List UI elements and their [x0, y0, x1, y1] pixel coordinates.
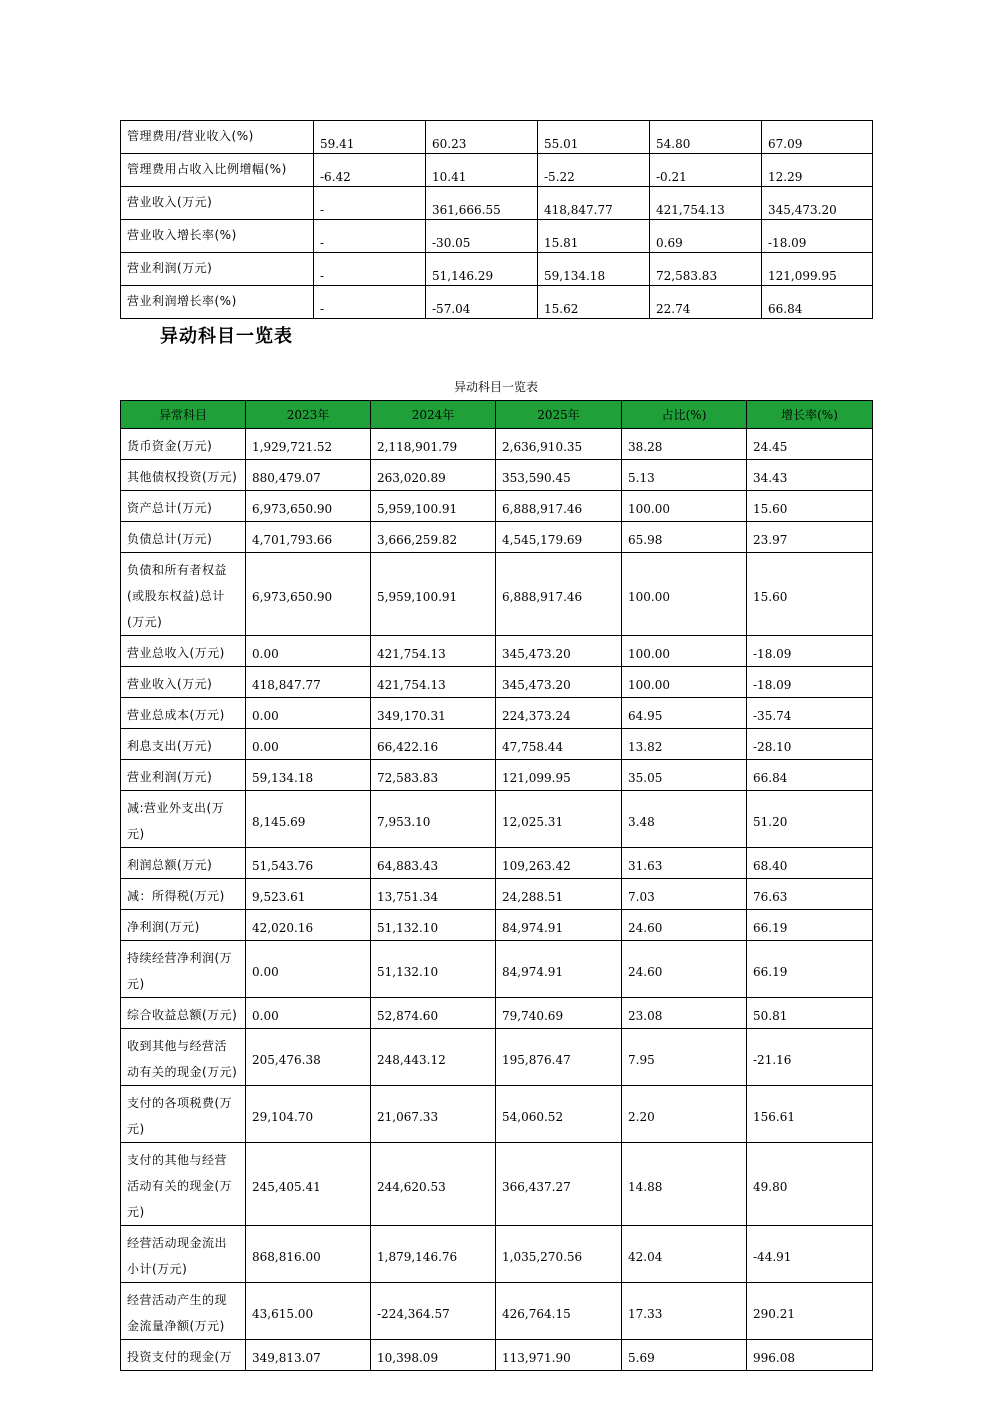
- row-value: 13,751.34: [371, 879, 496, 910]
- row-value: 244,620.53: [371, 1143, 496, 1226]
- row-value: -30.05: [426, 220, 538, 253]
- row-value: 47,758.44: [496, 729, 622, 760]
- row-value: 15.81: [538, 220, 650, 253]
- row-value: -18.09: [747, 667, 873, 698]
- row-label: 营业收入(万元): [121, 667, 246, 698]
- table-row: [121, 553, 873, 636]
- row-label: 持续经营净利润(万元): [121, 941, 246, 998]
- row-value: 345,473.20: [496, 636, 622, 667]
- row-label: 货币资金(万元): [121, 429, 246, 460]
- row-value: 4,545,179.69: [496, 522, 622, 553]
- row-label: 减:营业外支出(万元): [121, 791, 246, 848]
- table-row: [121, 848, 873, 879]
- row-value: 1,879,146.76: [371, 1226, 496, 1283]
- row-value: 66.19: [747, 941, 873, 998]
- row-value: 6,888,917.46: [496, 553, 622, 636]
- row-value: 121,099.95: [762, 253, 873, 286]
- row-value: 121,099.95: [496, 760, 622, 791]
- table-row: [121, 253, 873, 286]
- row-value: 24.60: [622, 941, 747, 998]
- table-row: [121, 286, 873, 319]
- row-value: 24,288.51: [496, 879, 622, 910]
- row-value: 76.63: [747, 879, 873, 910]
- indicator-table: [120, 120, 873, 319]
- row-label: 综合收益总额(万元): [121, 998, 246, 1029]
- row-value: 64,883.43: [371, 848, 496, 879]
- row-value: 2,636,910.35: [496, 429, 622, 460]
- row-value: 353,590.45: [496, 460, 622, 491]
- row-value: 421,754.13: [650, 187, 762, 220]
- row-value: 84,974.91: [496, 910, 622, 941]
- row-value: 51.20: [747, 791, 873, 848]
- row-value: 5.69: [622, 1340, 747, 1371]
- row-value: 6,973,650.90: [246, 491, 371, 522]
- table-row: [121, 1029, 873, 1086]
- row-value: 15.62: [538, 286, 650, 319]
- row-label: 支付的其他与经营活动有关的现金(万元): [121, 1143, 246, 1226]
- row-value: 66,422.16: [371, 729, 496, 760]
- row-label: 管理费用占收入比例增幅(%): [121, 154, 314, 187]
- row-value: 3,666,259.82: [371, 522, 496, 553]
- row-value: 72,583.83: [650, 253, 762, 286]
- row-value: 42,020.16: [246, 910, 371, 941]
- row-label: 营业总成本(万元): [121, 698, 246, 729]
- row-value: 2,118,901.79: [371, 429, 496, 460]
- row-value: -: [314, 286, 426, 319]
- row-label: 投资支付的现金(万: [121, 1340, 246, 1371]
- table-row: [121, 879, 873, 910]
- row-value: 6,888,917.46: [496, 491, 622, 522]
- table-row: [121, 522, 873, 553]
- table-row: [121, 729, 873, 760]
- table-row: [121, 460, 873, 491]
- row-value: 51,132.10: [371, 941, 496, 998]
- row-value: 421,754.13: [371, 636, 496, 667]
- row-value: 60.23: [426, 121, 538, 154]
- row-value: 52,874.60: [371, 998, 496, 1029]
- row-value: 0.00: [246, 941, 371, 998]
- row-value: 59,134.18: [538, 253, 650, 286]
- table-header-row: [121, 401, 873, 429]
- row-value: 22.74: [650, 286, 762, 319]
- row-label: 资产总计(万元): [121, 491, 246, 522]
- row-value: 100.00: [622, 667, 747, 698]
- row-value: 0.00: [246, 729, 371, 760]
- row-value: 100.00: [622, 636, 747, 667]
- table-row: [121, 154, 873, 187]
- header-cell-2023: 2023年: [246, 401, 371, 429]
- row-value: 38.28: [622, 429, 747, 460]
- table-row: [121, 1143, 873, 1226]
- table-row: [121, 791, 873, 848]
- row-value: 23.97: [747, 522, 873, 553]
- table-row: [121, 910, 873, 941]
- row-value: -0.21: [650, 154, 762, 187]
- table-row: [121, 121, 873, 154]
- row-value: -28.10: [747, 729, 873, 760]
- row-value: 8,145.69: [246, 791, 371, 848]
- row-value: 68.40: [747, 848, 873, 879]
- header-cell-2024: 2024年: [371, 401, 496, 429]
- row-value: 996.08: [747, 1340, 873, 1371]
- row-value: 50.81: [747, 998, 873, 1029]
- row-value: 248,443.12: [371, 1029, 496, 1086]
- row-value: 51,543.76: [246, 848, 371, 879]
- row-value: 5,959,100.91: [371, 553, 496, 636]
- header-cell-2025: 2025年: [496, 401, 622, 429]
- row-value: 109,263.42: [496, 848, 622, 879]
- row-value: 13.82: [622, 729, 747, 760]
- row-value: 205,476.38: [246, 1029, 371, 1086]
- row-value: 366,437.27: [496, 1143, 622, 1226]
- row-value: -: [314, 253, 426, 286]
- row-value: 10.41: [426, 154, 538, 187]
- row-value: 345,473.20: [496, 667, 622, 698]
- row-value: 51,132.10: [371, 910, 496, 941]
- row-value: 15.60: [747, 491, 873, 522]
- row-label: 营业收入(万元): [121, 187, 314, 220]
- table-row: [121, 998, 873, 1029]
- row-value: 55.01: [538, 121, 650, 154]
- row-value: 245,405.41: [246, 1143, 371, 1226]
- row-value: -5.22: [538, 154, 650, 187]
- row-value: 24.45: [747, 429, 873, 460]
- row-value: 156.61: [747, 1086, 873, 1143]
- row-label: 负债和所有者权益(或股东权益)总计(万元): [121, 553, 246, 636]
- row-value: -224,364.57: [371, 1283, 496, 1340]
- row-value: 7,953.10: [371, 791, 496, 848]
- row-value: 263,020.89: [371, 460, 496, 491]
- row-value: 0.00: [246, 636, 371, 667]
- row-value: -18.09: [747, 636, 873, 667]
- row-label: 减：所得税(万元): [121, 879, 246, 910]
- row-value: -6.42: [314, 154, 426, 187]
- row-label: 净利润(万元): [121, 910, 246, 941]
- row-label: 利润总额(万元): [121, 848, 246, 879]
- table-row: [121, 636, 873, 667]
- row-value: 5.13: [622, 460, 747, 491]
- row-label: 经营活动现金流出小计(万元): [121, 1226, 246, 1283]
- row-value: 66.84: [747, 760, 873, 791]
- row-value: 100.00: [622, 553, 747, 636]
- row-value: 418,847.77: [538, 187, 650, 220]
- row-value: 7.03: [622, 879, 747, 910]
- row-value: 1,035,270.56: [496, 1226, 622, 1283]
- header-cell-ratio: 占比(%): [622, 401, 747, 429]
- row-label: 管理费用/营业收入(%): [121, 121, 314, 154]
- row-value: 880,479.07: [246, 460, 371, 491]
- row-value: 224,373.24: [496, 698, 622, 729]
- table-row: [121, 1086, 873, 1143]
- table-row: [121, 667, 873, 698]
- row-value: -44.91: [747, 1226, 873, 1283]
- row-value: 0.69: [650, 220, 762, 253]
- row-value: 195,876.47: [496, 1029, 622, 1086]
- row-value: 34.43: [747, 460, 873, 491]
- row-value: 42.04: [622, 1226, 747, 1283]
- row-label: 营业收入增长率(%): [121, 220, 314, 253]
- row-value: 59.41: [314, 121, 426, 154]
- row-value: 3.48: [622, 791, 747, 848]
- row-label: 收到其他与经营活动有关的现金(万元): [121, 1029, 246, 1086]
- row-value: 113,971.90: [496, 1340, 622, 1371]
- row-value: 14.88: [622, 1143, 747, 1226]
- row-value: 421,754.13: [371, 667, 496, 698]
- table-row: [121, 1226, 873, 1283]
- row-value: 31.63: [622, 848, 747, 879]
- row-value: 9,523.61: [246, 879, 371, 910]
- row-value: 100.00: [622, 491, 747, 522]
- row-label: 支付的各项税费(万元): [121, 1086, 246, 1143]
- row-value: 66.84: [762, 286, 873, 319]
- row-value: 4,701,793.66: [246, 522, 371, 553]
- row-value: 35.05: [622, 760, 747, 791]
- row-label: 其他债权投资(万元): [121, 460, 246, 491]
- table-row: [121, 429, 873, 460]
- row-value: 349,170.31: [371, 698, 496, 729]
- row-value: 361,666.55: [426, 187, 538, 220]
- row-value: 54.80: [650, 121, 762, 154]
- row-value: 0.00: [246, 698, 371, 729]
- row-value: -18.09: [762, 220, 873, 253]
- row-value: 49.80: [747, 1143, 873, 1226]
- row-value: 64.95: [622, 698, 747, 729]
- row-label: 营业利润增长率(%): [121, 286, 314, 319]
- row-value: -57.04: [426, 286, 538, 319]
- row-value: -: [314, 220, 426, 253]
- row-value: 12.29: [762, 154, 873, 187]
- row-label: 营业利润(万元): [121, 253, 314, 286]
- table-row: [121, 1283, 873, 1340]
- row-value: -21.16: [747, 1029, 873, 1086]
- row-value: 24.60: [622, 910, 747, 941]
- row-label: 营业总收入(万元): [121, 636, 246, 667]
- row-value: -: [314, 187, 426, 220]
- row-value: 2.20: [622, 1086, 747, 1143]
- row-value: 43,615.00: [246, 1283, 371, 1340]
- row-label: 营业利润(万元): [121, 760, 246, 791]
- row-value: 84,974.91: [496, 941, 622, 998]
- row-value: 54,060.52: [496, 1086, 622, 1143]
- table-row: [121, 491, 873, 522]
- row-value: 65.98: [622, 522, 747, 553]
- row-value: 72,583.83: [371, 760, 496, 791]
- row-value: 51,146.29: [426, 253, 538, 286]
- row-value: 6,973,650.90: [246, 553, 371, 636]
- header-cell-growth: 增长率(%): [747, 401, 873, 429]
- table-row: [121, 941, 873, 998]
- row-label: 负债总计(万元): [121, 522, 246, 553]
- row-value: 868,816.00: [246, 1226, 371, 1283]
- row-value: 17.33: [622, 1283, 747, 1340]
- row-value: 67.09: [762, 121, 873, 154]
- row-value: 10,398.09: [371, 1340, 496, 1371]
- table-row: [121, 760, 873, 791]
- table-caption: 异动科目一览表: [453, 380, 538, 394]
- row-value: 345,473.20: [762, 187, 873, 220]
- row-value: 29,104.70: [246, 1086, 371, 1143]
- table-row: [121, 1340, 873, 1371]
- row-label: 经营活动产生的现金流量净额(万元): [121, 1283, 246, 1340]
- row-value: 290.21: [747, 1283, 873, 1340]
- row-value: 79,740.69: [496, 998, 622, 1029]
- row-value: 5,959,100.91: [371, 491, 496, 522]
- header-cell-account: 异常科目: [121, 401, 246, 429]
- row-value: 12,025.31: [496, 791, 622, 848]
- row-value: 426,764.15: [496, 1283, 622, 1340]
- table-row: [121, 220, 873, 253]
- table-row: [121, 187, 873, 220]
- row-value: 349,813.07: [246, 1340, 371, 1371]
- row-label: 利息支出(万元): [121, 729, 246, 760]
- section-heading: 异动科目一览表: [160, 326, 293, 347]
- row-value: 0.00: [246, 998, 371, 1029]
- row-value: 7.95: [622, 1029, 747, 1086]
- row-value: 15.60: [747, 553, 873, 636]
- row-value: 1,929,721.52: [246, 429, 371, 460]
- row-value: -35.74: [747, 698, 873, 729]
- anomaly-accounts-table: [120, 400, 873, 1371]
- table-row: [121, 698, 873, 729]
- row-value: 66.19: [747, 910, 873, 941]
- row-value: 59,134.18: [246, 760, 371, 791]
- row-value: 23.08: [622, 998, 747, 1029]
- row-value: 21,067.33: [371, 1086, 496, 1143]
- row-value: 418,847.77: [246, 667, 371, 698]
